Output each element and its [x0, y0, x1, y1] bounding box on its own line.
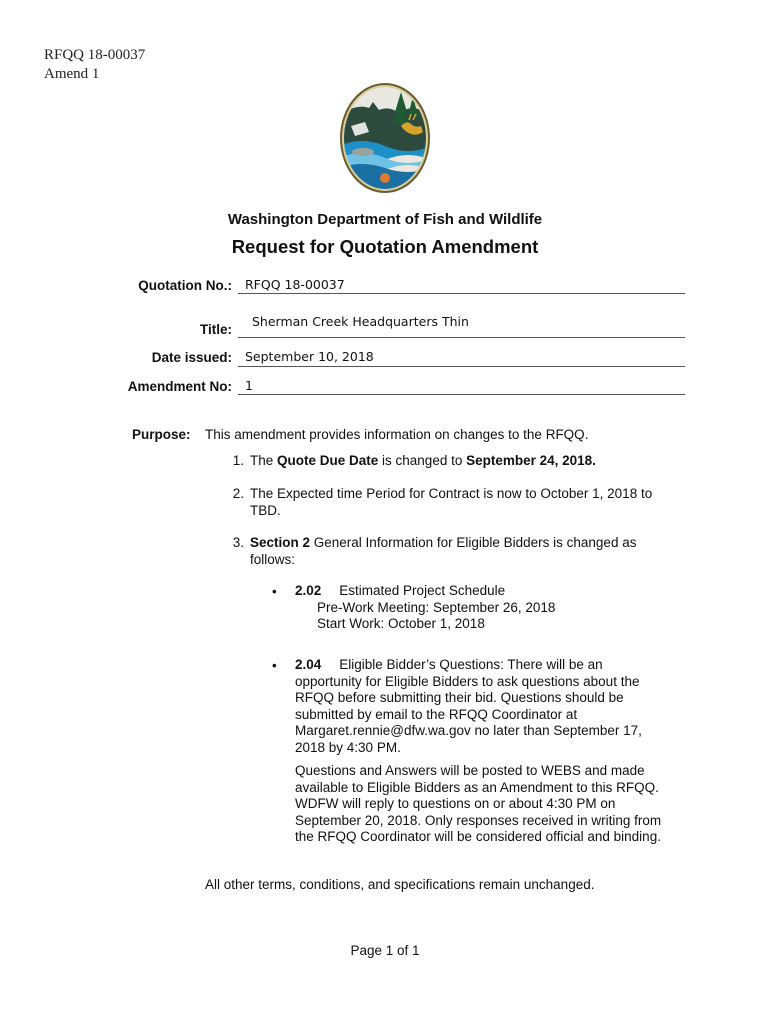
quotation-number-underline — [238, 293, 685, 294]
title-value: Sherman Creek Headquarters Thin — [252, 314, 469, 329]
item-text: TBD. — [250, 503, 281, 518]
subitem-line: Start Work: October 1, 2018 — [317, 616, 485, 631]
wdfw-seal-icon — [339, 82, 431, 194]
list-item: 3. Section 2 General Information for Eligible Bidders is changed as follows: — [226, 534, 676, 568]
subitem-line: September 20, 2018. Only responses received in writing from — [295, 812, 662, 828]
questions-subitem — [295, 657, 680, 846]
quote-due-date-value: September 24, 2018. — [466, 453, 596, 468]
date-issued-underline — [238, 366, 685, 367]
amendment-number-value: 1 — [245, 378, 253, 393]
bullet-icon: • — [272, 584, 277, 599]
amendment-number-label: Amendment No: — [127, 379, 232, 394]
list-item: 1. The Quote Due Date is changed to September 24, 2018. — [226, 452, 676, 469]
item-number: 3. — [232, 535, 244, 550]
quotation-number-value: RFQQ 18-00037 — [245, 277, 345, 292]
agency-name: Washington Department of Fish and Wildlife — [227, 211, 543, 228]
page-number: Page 1 of 1 — [350, 943, 420, 958]
date-issued-label: Date issued: — [151, 350, 232, 365]
date-issued-value: September 10, 2018 — [245, 349, 374, 364]
reference-number: RFQQ 18-00037 — [44, 47, 146, 63]
document-reference — [44, 46, 145, 84]
subitem-code: 2.04 — [295, 657, 322, 672]
subitem-line: 2018 by 4:30 PM. — [295, 739, 401, 755]
item-number: 2. — [232, 486, 244, 501]
purpose-intro: This amendment provides information on changes to the RFQQ. — [205, 427, 589, 442]
closing-statement: All other terms, conditions, and specifications remain unchanged. — [205, 877, 595, 892]
subitem-heading: Eligible Bidder’s Questions: There will be an — [339, 657, 603, 672]
amendment-number-underline — [238, 394, 685, 395]
subitem-line: Questions and Answers will be posted to WEBS and made — [295, 763, 645, 778]
subitem-code: 2.02 — [295, 583, 322, 598]
document-title: Request for Quotation Amendment — [231, 236, 539, 257]
title-label: Title: — [199, 322, 232, 337]
list-item — [226, 485, 676, 519]
subitem-line: opportunity for Eligible Bidders to ask questions about the — [295, 673, 640, 689]
subitem-line: RFQQ before submitting their bid. Questions should be — [295, 690, 624, 705]
item-text: follows: — [250, 552, 296, 567]
section-reference: Section 2 — [250, 535, 311, 550]
schedule-subitem — [295, 583, 680, 633]
subitem-line: Pre-Work Meeting: September 26, 2018 — [317, 599, 556, 615]
item-text: The Expected time Period for Contract is now to October 1, 2018 to — [250, 486, 653, 501]
item-number: 1. — [232, 453, 244, 468]
subitem-line: available to Eligible Bidders as an Amendment to this RFQQ. — [295, 779, 659, 795]
subitem-line: Margaret.rennie@dfw.wa.gov no later than September 17, — [295, 723, 642, 738]
quote-due-date-term: Quote Due Date — [277, 453, 379, 468]
amendment-reference: Amend 1 — [44, 66, 100, 82]
subitem-line: submitted by email to the RFQQ Coordinator at — [295, 706, 578, 722]
subitem-heading: Estimated Project Schedule — [339, 583, 506, 598]
quotation-number-label: Quotation No.: — [138, 278, 232, 293]
purpose-label: Purpose: — [132, 427, 191, 442]
subitem-line: the RFQQ Coordinator will be considered official and binding. — [295, 829, 661, 844]
title-underline — [238, 337, 685, 338]
subitem-line: WDFW will reply to questions on or about 4:30 PM on — [295, 796, 616, 811]
bullet-icon: • — [272, 658, 277, 673]
